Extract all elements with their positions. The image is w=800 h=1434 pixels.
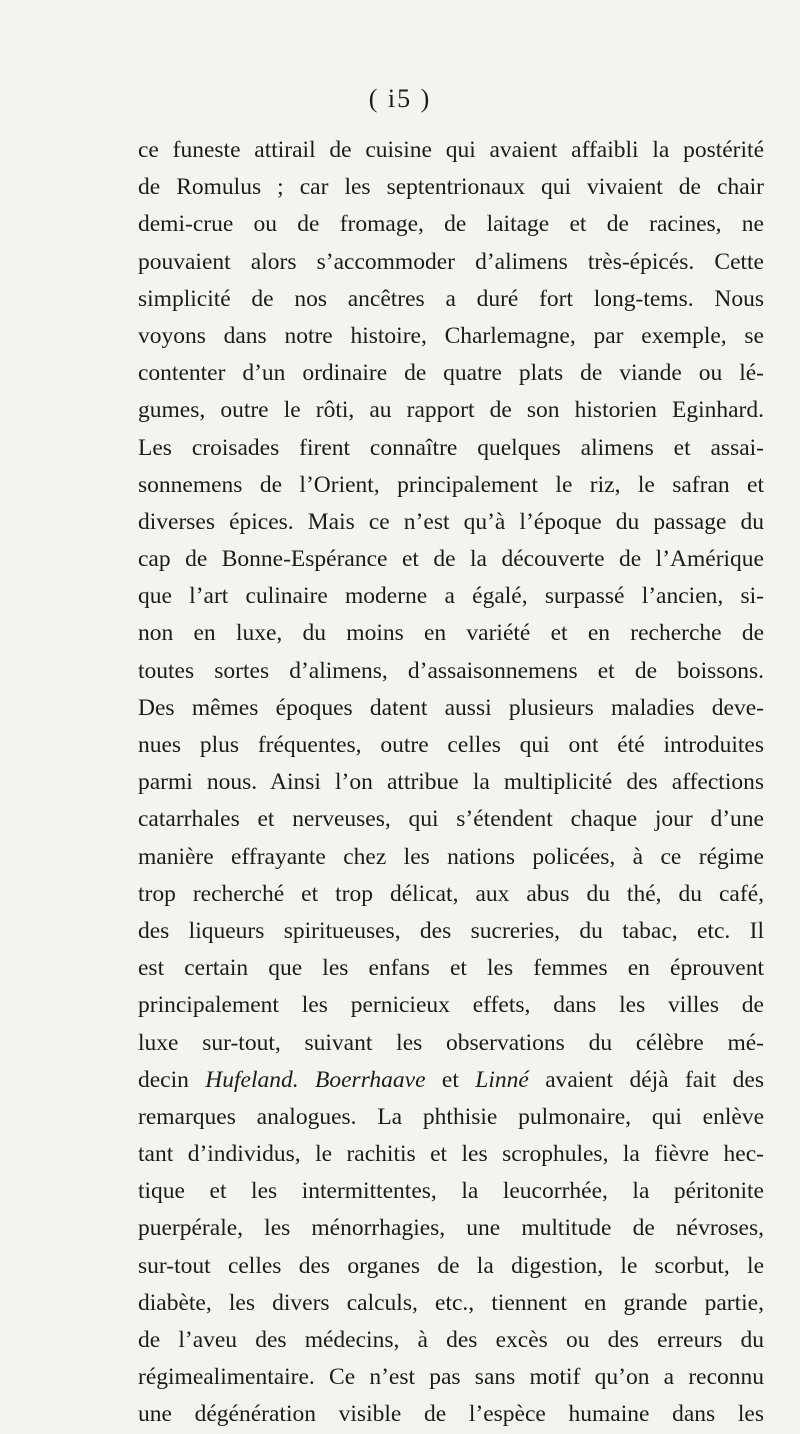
body-text <box>138 132 764 1434</box>
text-line: pouvaient alors s’accommoder d’alimens très-épicés. Cette <box>138 248 764 275</box>
text-line: puerpérale, les ménorrhagies, une multitude de névroses, <box>138 1215 764 1242</box>
text-line: cap de Bonne-Espérance et de la découverte de l’Amérique <box>138 546 764 573</box>
text-line: une dégénération visible de l’espèce humaine dans les <box>138 1401 764 1428</box>
text-line: de l’aveu des médecins, à des excès ou des erreurs du <box>138 1327 764 1353</box>
name-hufeland: Hufeland. <box>205 1066 299 1093</box>
text-line: que l’art culinaire moderne a égalé, surpassé l’ancien, si- <box>138 583 764 610</box>
text-fragment: et <box>425 1066 476 1093</box>
text-line: catarrhales et nerveuses, qui s’étendent chaque jour d’une <box>138 806 764 833</box>
text-line: trop recherché et trop délicat, aux abus du thé, du café, <box>138 880 764 907</box>
text-line: des liqueurs spiritueuses, des sucreries, du tabac, etc. Il <box>138 917 764 944</box>
text-line: tique et les intermittentes, la leucorrhée, la péritonite <box>138 1178 764 1205</box>
text-line: nues plus fréquentes, outre celles qui ont été introduites <box>138 732 764 758</box>
text-fragment <box>299 1067 315 1093</box>
text-line: diverses épices. Mais ce n’est qu’à l’époque du passage du <box>138 508 764 535</box>
name-boerrhaave: Boerrhaave <box>315 1066 426 1093</box>
text-line: manière effrayante chez les nations policées, à ce régime <box>138 843 764 870</box>
text-line: sonnemens de l’Orient, principalement le riz, le safran et <box>138 471 764 498</box>
text-line: Des mêmes époques datent aussi plusieurs maladies deve- <box>138 694 764 721</box>
text-line-with-names <box>138 1062 764 1099</box>
text-line: simplicité de nos ancêtres a duré fort long-tems. Nous <box>138 285 764 312</box>
text-line: ce funeste attirail de cuisine qui avaient affaibli la postérité <box>138 137 764 163</box>
text-fragment: decin <box>138 1066 206 1093</box>
text-line: diabète, les divers calculs, etc., tiennent en grande partie, <box>138 1289 764 1316</box>
text-line: tant d’individus, le rachitis et les scrophules, la fièvre hec- <box>138 1141 764 1168</box>
text-line: sur-tout celles des organes de la digestion, le scorbut, le <box>138 1252 764 1279</box>
text-line: remarques analogues. La phthisie pulmonaire, qui enlève <box>138 1103 764 1130</box>
text-line: luxe sur-tout, suivant les observations du célèbre mé- <box>138 1029 764 1056</box>
text-fragment: avaient déjà fait des <box>528 1066 764 1093</box>
text-line: contenter d’un ordinaire de quatre plats de viande ou lé- <box>138 360 764 387</box>
text-line: parmi nous. Ainsi l’on attribue la multiplicité des affections <box>138 769 764 796</box>
text-line: est certain que les enfans et les femmes en éprouvent <box>138 955 764 982</box>
text-line: demi-crue ou de fromage, de laitage et de racines, ne <box>138 211 764 238</box>
text-line: Les croisades firent connaître quelques alimens et assai- <box>138 434 764 461</box>
text-line: principalement les pernicieux effets, dans les villes de <box>138 992 764 1019</box>
page-number: ( i5 ) <box>368 84 432 113</box>
name-linne: Linné <box>475 1066 529 1093</box>
text-line: de Romulus ; car les septentrionaux qui vivaient de chair <box>138 174 764 201</box>
text-line: voyons dans notre histoire, Charlemagne, par exemple, se <box>138 322 764 349</box>
text-line: gumes, outre le rôti, au rapport de son historien Eginhard. <box>138 397 764 424</box>
text-line: régimealimentaire. Ce n’est pas sans motif qu’on a reconnu <box>138 1364 764 1391</box>
text-line: toutes sortes d’alimens, d’assaisonnemens et de boissons. <box>138 657 764 684</box>
text-line: non en luxe, du moins en variété et en recherche de <box>138 620 764 647</box>
